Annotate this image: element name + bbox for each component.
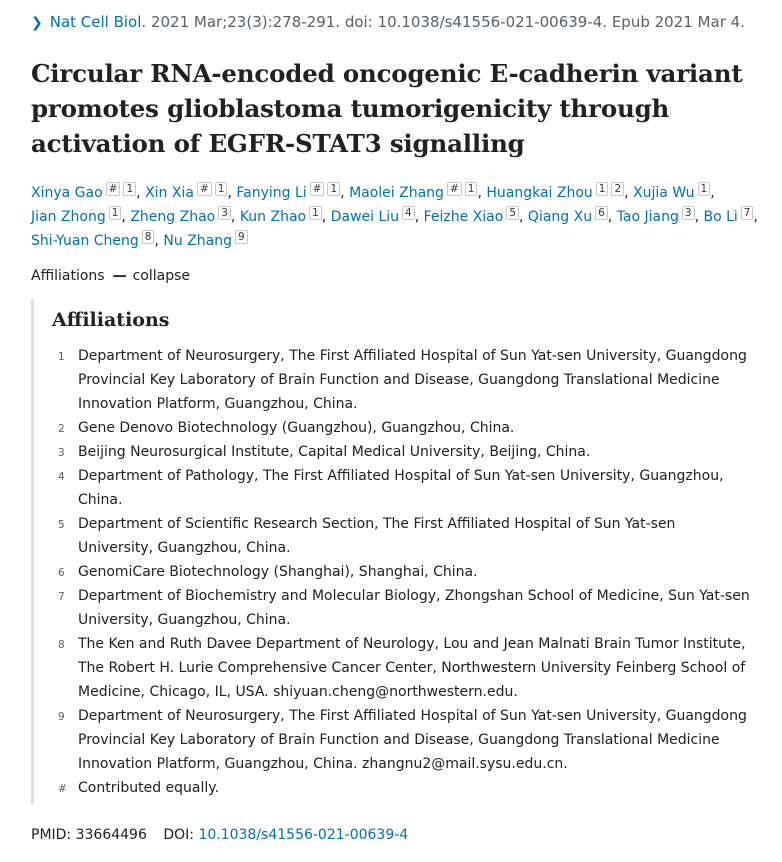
chevron-right-icon[interactable]: ❯: [31, 15, 43, 31]
author-name-link[interactable]: Kun Zhao: [239, 209, 307, 225]
author-item: [31, 233, 154, 249]
affiliation-ref[interactable]: 1: [327, 182, 340, 196]
affiliation-ref[interactable]: 8: [142, 230, 155, 244]
affiliation-number: 8: [58, 639, 65, 651]
affiliation-item: [52, 440, 752, 464]
author-name-link[interactable]: Shi-Yuan Cheng: [31, 233, 139, 249]
affiliation-ref[interactable]: 1: [123, 182, 136, 196]
author-name-link[interactable]: Fanying Li: [236, 185, 307, 201]
citation-details: 2021 Mar;23(3):278-291. doi: 10.1038/s41556-021-00639-4. Epub 2021 Mar 4.: [146, 13, 745, 31]
author-name-link[interactable]: Tao Jiang: [616, 209, 679, 225]
affiliation-text: Contributed equally.: [78, 780, 220, 796]
author-item: [633, 185, 710, 201]
affiliation-number: 4: [58, 471, 65, 483]
author-item: [486, 185, 624, 201]
article-title: Circular RNA-encoded oncogenic E-cadherin variant promotes glioblastoma tumorigenicity through activation of EGFR-STAT3 signalling: [31, 59, 743, 158]
author-name-link[interactable]: Huangkai Zhou: [486, 185, 593, 201]
affiliation-item: [52, 512, 752, 560]
author-item: [617, 209, 695, 225]
author-name-link[interactable]: Dawei Liu: [330, 209, 400, 225]
journal-link[interactable]: Nat Cell Biol.: [49, 13, 147, 31]
affiliation-text: Department of Scientific Research Section, The First Affiliated Hospital of Sun Yat-sen University, Guangzhou, China.: [78, 516, 676, 556]
affiliation-number: 7: [58, 591, 65, 603]
affiliation-ref[interactable]: 3: [218, 206, 231, 220]
author-item: [349, 185, 477, 201]
affiliation-number: 1: [58, 351, 65, 363]
affiliation-number: 2: [58, 423, 65, 435]
affiliation-ref[interactable]: #: [310, 182, 325, 196]
author-name-link[interactable]: Feizhe Xiao: [423, 209, 504, 225]
affiliation-item: [52, 584, 752, 632]
affiliation-ref[interactable]: 1: [215, 182, 228, 196]
author-item: [31, 185, 136, 201]
affiliation-ref[interactable]: 1: [465, 182, 478, 196]
dash-separator: —: [112, 268, 127, 284]
affiliations-toggle-label: Affiliations: [31, 268, 105, 284]
affiliation-ref[interactable]: #: [447, 182, 462, 196]
affiliations-list: [52, 344, 752, 800]
author-item: [31, 209, 121, 225]
affiliation-text: Department of Neurosurgery, The First Affiliated Hospital of Sun Yat-sen University, Guangdong Provincial Key Laboratory of Brain Function and Disease, Guangdong Translational Medicine Innovation Platform, Guangzhou, China. zhangnu2@mail.sysu.edu.cn.: [78, 708, 747, 772]
affiliation-text: The Ken and Ruth Davee Department of Neurology, Lou and Jean Malnati Brain Tumor Institute, The Robert H. Lurie Comprehensive Cancer Center, Northwestern University Feinberg School of Medicine, Chicago, IL, USA. shiyuan.cheng@northwestern.edu.: [78, 636, 746, 700]
affiliation-item: [52, 632, 752, 704]
affiliation-ref[interactable]: 7: [741, 206, 754, 220]
author-item: [163, 233, 247, 249]
affiliation-ref[interactable]: 9: [235, 230, 248, 244]
author-name-link[interactable]: Xujia Wu: [633, 185, 695, 201]
author-name-link[interactable]: Zheng Zhao: [130, 209, 216, 225]
citation-line: [31, 13, 745, 31]
affiliation-ref[interactable]: 4: [402, 206, 415, 220]
affiliation-item: [52, 464, 752, 512]
affiliation-number: 3: [58, 447, 65, 459]
affiliation-text: Department of Pathology, The First Affiliated Hospital of Sun Yat-sen University, Guangzhou, China.: [78, 468, 724, 508]
author-name-link[interactable]: Nu Zhang: [163, 233, 232, 249]
doi-link[interactable]: 10.1038/s41556-021-00639-4: [198, 827, 409, 843]
author-item: [331, 209, 415, 225]
affiliation-ref[interactable]: 1: [596, 182, 609, 196]
affiliation-ref[interactable]: 1: [309, 206, 322, 220]
affiliation-ref[interactable]: 1: [109, 206, 122, 220]
affiliations-heading: Affiliations: [52, 309, 170, 331]
affiliation-ref[interactable]: #: [106, 182, 121, 196]
collapse-link[interactable]: collapse: [132, 268, 191, 284]
pmid-label: PMID:: [31, 827, 72, 843]
author-item: [240, 209, 322, 225]
affiliation-item: [52, 776, 752, 800]
affiliations-toggle: [31, 268, 190, 284]
author-name-link[interactable]: Xin Xia: [145, 185, 194, 201]
affiliation-text: Beijing Neurosurgical Institute, Capital Medical University, Beijing, China.: [78, 444, 591, 460]
author-name-link[interactable]: Xinya Gao: [31, 185, 103, 201]
authors-list: Xinya Gao # 1 , Xin Xia # 1 , Fanying Li # 1 , Maolei Zhang # 1 , Huangkai Zhou 1 2 , Xujia Wu 1 , Jian Zhong 1 , Zheng Zhao 3 , Kun Zhao 1 , Dawei Liu 4 , Feizhe Xiao 5 , Qiang Xu 6 , Tao Jiang 3 , Bo Li 7 , Shi-Yuan Cheng 8 , Nu Zhang 9: [31, 183, 758, 249]
author-name-link[interactable]: Maolei Zhang: [349, 185, 444, 201]
affiliations-panel: [31, 299, 756, 804]
author-item: [130, 209, 231, 225]
affiliation-ref[interactable]: 3: [682, 206, 695, 220]
author-name-link[interactable]: Bo Li: [703, 209, 738, 225]
affiliation-number: 6: [58, 567, 65, 579]
author-item: [528, 209, 608, 225]
affiliation-ref[interactable]: #: [197, 182, 212, 196]
affiliation-item: [52, 560, 752, 584]
doi-label: DOI:: [163, 827, 194, 843]
affiliation-text: Department of Biochemistry and Molecular Biology, Zhongshan School of Medicine, Sun Yat-sen University, Guangzhou, China.: [78, 588, 750, 628]
author-name-link[interactable]: Qiang Xu: [527, 209, 593, 225]
affiliation-text: Gene Denovo Biotechnology (Guangzhou), Guangzhou, China.: [78, 420, 515, 436]
affiliation-text: Department of Neurosurgery, The First Affiliated Hospital of Sun Yat-sen University, Guangdong Provincial Key Laboratory of Brain Function and Disease, Guangdong Translational Medicine Innovation Platform, Guangzhou, China.: [78, 348, 747, 412]
affiliation-item: [52, 344, 752, 416]
affiliation-item: [52, 704, 752, 776]
affiliation-item: [52, 416, 752, 440]
pmid-value: 33664496: [75, 827, 147, 843]
affiliation-ref[interactable]: 1: [698, 182, 711, 196]
author-item: [703, 209, 753, 225]
identifiers: [31, 827, 408, 843]
author-name-link[interactable]: Jian Zhong: [31, 209, 106, 225]
affiliation-ref[interactable]: 2: [611, 182, 624, 196]
affiliation-text: GenomiCare Biotechnology (Shanghai), Shanghai, China.: [78, 564, 478, 580]
author-item: [236, 185, 340, 201]
author-item: [424, 209, 519, 225]
affiliation-number: #: [58, 783, 67, 795]
affiliation-number: 5: [58, 519, 65, 531]
affiliation-number: 9: [58, 711, 65, 723]
author-item: [145, 185, 227, 201]
affiliation-ref[interactable]: 5: [506, 206, 519, 220]
affiliation-ref[interactable]: 6: [595, 206, 608, 220]
